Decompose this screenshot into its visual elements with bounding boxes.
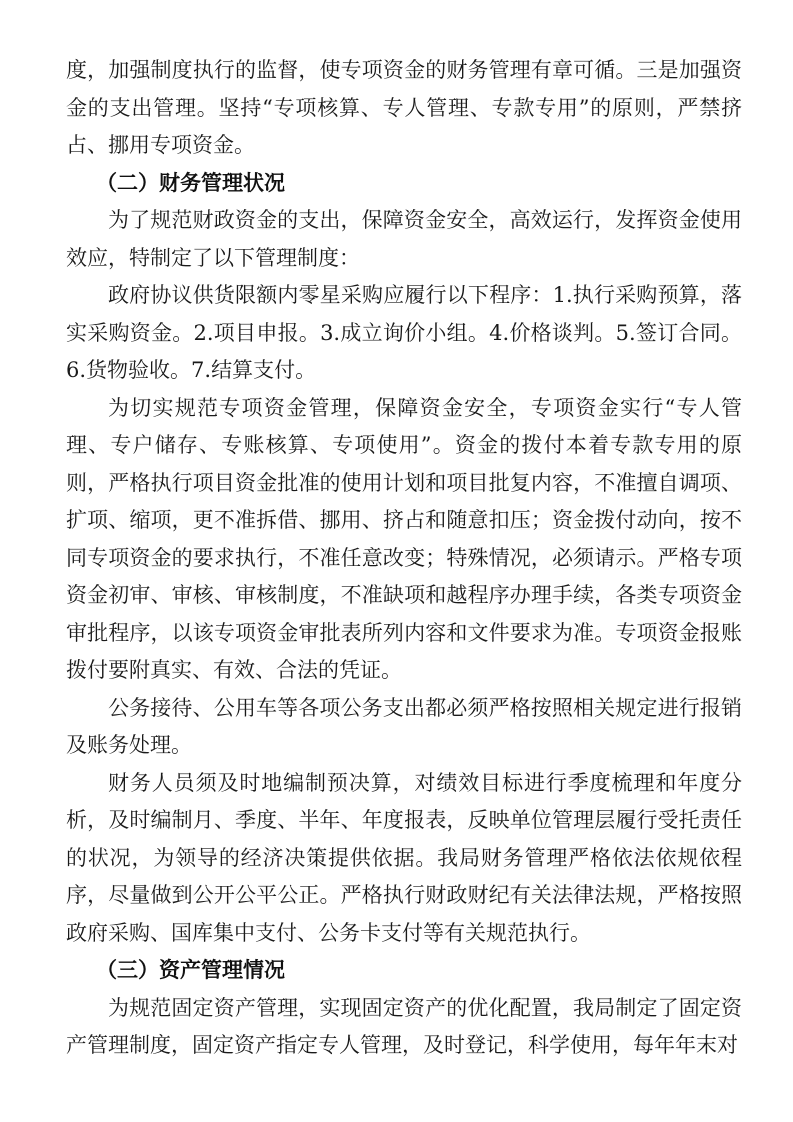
paragraph-special-funds: 为切实规范专项资金管理，保障资金安全，专项资金实行“专人管理、专户储存、专账核算、专项使用”。资金的拨付本着专款专用的原则，严格执行项目资金批准的使用计划和项目批复内容，不准擅自调项、扩项、缩项，更不准拆借、挪用、挤占和随意扣压；资金拨付动向，按不同专项资金的要求执行，不准任意改变；特殊情况，必须请示。严格专项资金初审、审核、审核制度，不准缺项和越程序办理手续，各类专项资金审批程序，以该专项资金审批表所列内容和文件要求为准。专项资金报账拨付要附真实、有效、合法的凭证。 [66, 395, 742, 682]
section-heading-asset-management: （三）资产管理情况 [96, 958, 285, 982]
paragraph-fixed-assets: 为规范固定资产管理，实现固定资产的优化配置，我局制定了固定资产管理制度，固定资产指定专人管理，及时登记，科学使用，每年年末对 [66, 995, 742, 1057]
section-heading-financial-management: （二）财务管理状况 [96, 170, 285, 195]
paragraph-financial-purpose: 为了规范财政资金的支出，保障资金安全，高效运行，发挥资金使用效应，特制定了以下管理制度： [66, 208, 742, 270]
paragraph-budget-reporting: 财务人员须及时地编制预决算，对绩效目标进行季度梳理和年度分析，及时编制月、季度、半年、年度报表，反映单位管理层履行受托责任的状况，为领导的经济决策提供依据。我局财务管理严格依法依规依程序，尽量做到公开公平公正。严格执行财政财纪有关法律法规，严格按照政府采购、国库集中支付、公务卡支付等有关规范执行。 [66, 770, 742, 945]
paragraph-continuation: 度，加强制度执行的监督，使专项资金的财务管理有章可循。三是加强资金的支出管理。坚持“专项核算、专人管理、专款专用”的原则，严禁挤占、挪用专项资金。 [66, 58, 742, 157]
paragraph-official-expenses: 公务接待、公用车等各项公务支出都必须严格按照相关规定进行报销及账务处理。 [66, 695, 742, 757]
document-body [66, 52, 742, 1065]
paragraph-procurement-procedure: 政府协议供货限额内零星采购应履行以下程序：1.执行采购预算，落实采购资金。2.项目申报。3.成立询价小组。4.价格谈判。5.签订合同。6.货物验收。7.结算支付。 [66, 283, 742, 382]
